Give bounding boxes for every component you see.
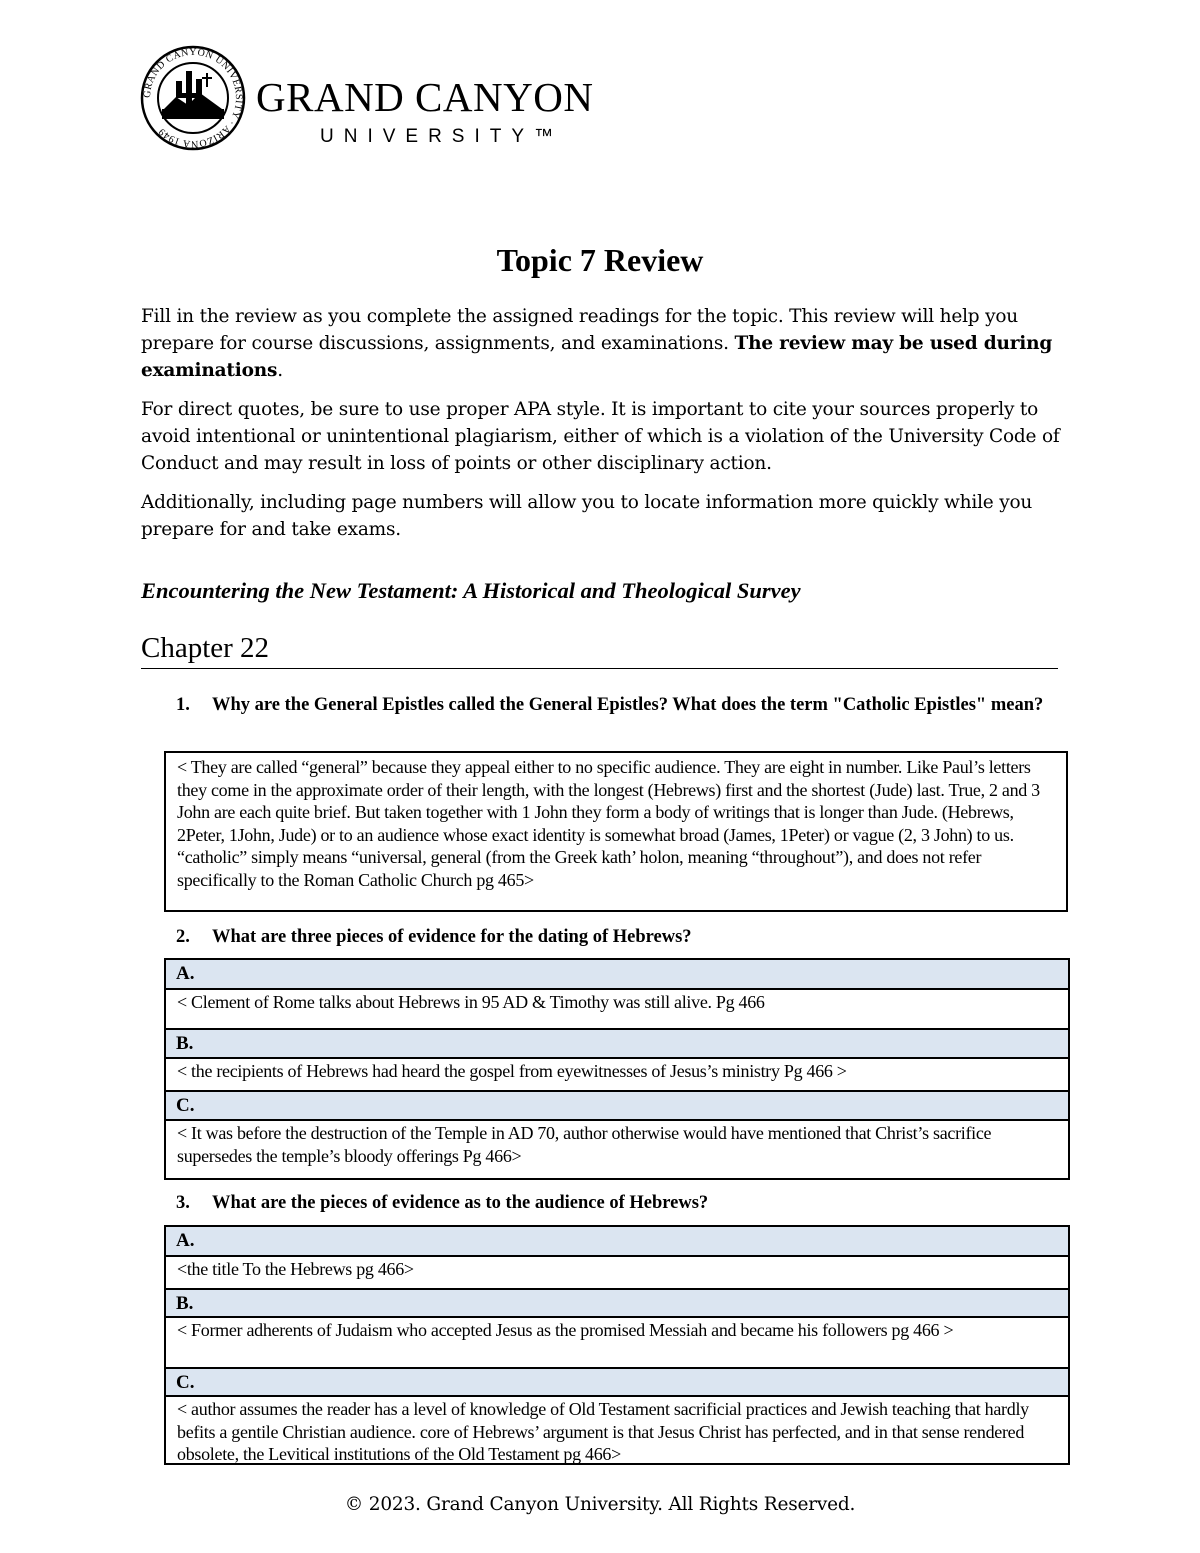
answer-field-1[interactable]: < They are called “general” because they appeal either to no specific audience. They are eight in number. Like Paul’s letters they come in the approximate order of their length, with the longest (Hebrews) first and the shortest (Jude) last. True, 2 and 3 John are each quite brief. But taken together with 1 John they form a body of writings that is longer than Jude. (Hebrews, 2Peter, 1John, Jude) or to an audience whose exact identity is somewhat broad (James, 1Peter) or vague (2, 3 John) to us. “catholic” simply means “universal, general (from the Greek kath’ holon, meaning “throughout”), and does not refer specifically to the Roman Catholic Church pg 465> — [164, 751, 1068, 912]
answer-label-row: A. — [166, 960, 1068, 990]
copyright-footer: © 2023. Grand Canyon University. All Rights Reserved. — [344, 1494, 856, 1515]
question-1 — [176, 694, 1056, 716]
question-2 — [176, 926, 1056, 948]
question-text: What are three pieces of evidence for the dating of Hebrews? — [212, 927, 692, 947]
page-title: Topic 7 Review — [496, 242, 704, 278]
book-title: Encountering the New Testament: A Historical and Theological Survey — [141, 578, 801, 603]
intro-text: Fill in the review as you complete the assigned readings for the topic. This review will help you prepare for course discussions, assignments, and examinations. — [141, 306, 1019, 354]
svg-text:GRAND CANYON UNIVERSITY · ARIZ: GRAND CANYON UNIVERSITY · ARIZONA 1949 — [141, 46, 245, 150]
question-text: Why are the General Epistles called the General Epistles? What does the term "Catholic Epistles" mean? — [212, 695, 1044, 715]
intro-paragraph-2: For direct quotes, be sure to use proper APA style. It is important to cite your sources properly to avoid intentional or unintentional plagiarism, either of which is a violation of the University Code of Conduct and may result in loss of points or other disciplinary action. — [141, 399, 1060, 474]
answer-field-2a[interactable]: < Clement of Rome talks about Hebrews in 95 AD & Timothy was still alive. Pg 466 — [166, 990, 1068, 1030]
intro-period: . — [277, 360, 283, 381]
answer-field-2b[interactable]: < the recipients of Hebrews had heard the gospel from eyewitnesses of Jesus’s ministry Pg 466 > — [166, 1059, 1068, 1092]
answer-field-2c[interactable]: < It was before the destruction of the Temple in AD 70, author otherwise would have mentioned that Christ’s sacrifice supersedes the temple’s bloody offerings Pg 466> — [177, 1123, 992, 1166]
university-seal-icon — [140, 45, 246, 151]
chapter-heading: Chapter 22 — [141, 630, 1058, 669]
answer-label-row: B. — [166, 1030, 1068, 1059]
answer-field-3c[interactable]: < author assumes the reader has a level of knowledge of Old Testament sacrificial practices and Jewish teaching that hardly befits a gentile Christian audience. core of Hebrews’ argument is that Jesus Christ has perfected, and in that sense rendered obsolete, the Levitical institutions of the Old Testament pg 466> — [177, 1399, 1029, 1464]
question-3 — [176, 1192, 1056, 1214]
question-number: 2. — [176, 927, 190, 947]
intro-paragraph-1 — [141, 303, 1071, 384]
logo-wordmark-university: UNIVERSITY™ — [320, 126, 564, 147]
answer-table-3 — [164, 1225, 1070, 1465]
answer-label-row: A. — [166, 1227, 1068, 1257]
answer-label-row: C. — [166, 1092, 1068, 1121]
question-text: What are the pieces of evidence as to the audience of Hebrews? — [212, 1193, 709, 1213]
intro-paragraph-3: Additionally, including page numbers will allow you to locate information more quickly while you prepare for and take exams. — [141, 492, 1033, 540]
question-number: 1. — [176, 695, 190, 715]
answer-table-2 — [164, 958, 1070, 1180]
answer-label-row: B. — [166, 1290, 1068, 1318]
answer-field-3a[interactable]: <the title To the Hebrews pg 466> — [166, 1257, 1068, 1290]
intro-bold-note: The review may be used during examinations — [141, 333, 1053, 381]
logo-wordmark-name: GRAND CANYON — [256, 74, 594, 120]
university-logo — [140, 45, 620, 150]
answer-field-3b[interactable]: < Former adherents of Judaism who accepted Jesus as the promised Messiah and became his followers pg 466 > — [166, 1318, 1068, 1369]
answer-label-row: C. — [166, 1369, 1068, 1397]
question-number: 3. — [176, 1193, 190, 1213]
